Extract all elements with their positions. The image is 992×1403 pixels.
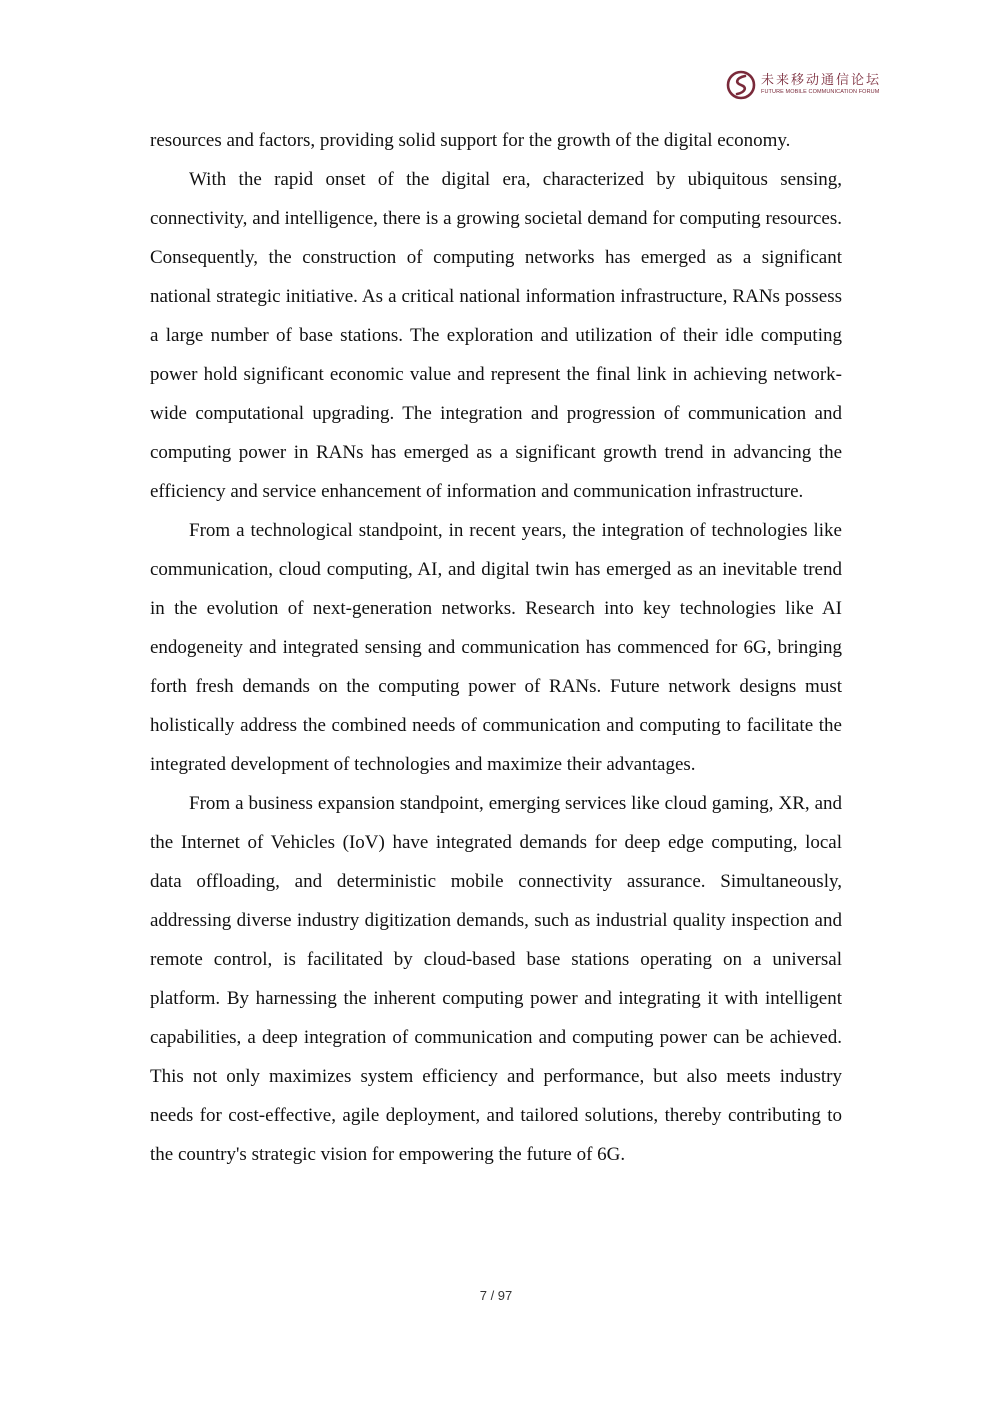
paragraph-3: From a technological standpoint, in recent years, the integration of technologies like communication, cloud computing, AI, and digital twin has emerged as an inevitable trend in the evolution of next-generation networks. Research into key technologies like AI endogeneity and integrated sensing and communication has commenced for 6G, bringing forth fresh demands on the computing power of RANs. Future network designs must holistically address the combined needs of communication and computing to facilitate the integrated development of technologies and maximize their advantages. <box>150 520 842 775</box>
page-number: 7 / 97 <box>479 1288 513 1303</box>
forum-logo-text <box>761 74 881 96</box>
document-body <box>150 121 842 1174</box>
paragraph-1: resources and factors, providing solid support for the growth of the digital economy. <box>150 130 791 151</box>
forum-name-en: FUTURE MOBILE COMMUNICATION FORUM <box>761 89 880 96</box>
forum-logo-icon <box>726 70 756 100</box>
forum-name-cn: 未来移动通信论坛 <box>761 73 882 89</box>
paragraph-2: With the rapid onset of the digital era, characterized by ubiquitous sensing, connectivity, and intelligence, there is a growing societal demand for computing resources. Consequently, the construction of computing networks has emerged as a significant national strategic initiative. As a critical national information infrastructure, RANs possess a large number of base stations. The exploration and utilization of their idle computing power hold significant economic value and represent the final link in achieving network-wide computational upgrading. The integration and progression of communication and computing power in RANs has emerged as a significant growth trend in advancing the efficiency and service enhancement of information and communication infrastructure. <box>150 169 842 502</box>
paragraph-4: From a business expansion standpoint, emerging services like cloud gaming, XR, and the Internet of Vehicles (IoV) have integrated demands for deep edge computing, local data offloading, and deterministic mobile connectivity assurance. Simultaneously, addressing diverse industry digitization demands, such as industrial quality inspection and remote control, is facilitated by cloud-based base stations operating on a universal platform. By harnessing the inherent computing power and integrating it with intelligent capabilities, a deep integration of communication and computing power can be achieved. This not only maximizes system efficiency and performance, but also meets industry needs for cost-effective, agile deployment, and tailored solutions, thereby contributing to the country's strategic vision for empowering the future of 6G. <box>150 793 842 1165</box>
forum-logo <box>726 68 896 102</box>
